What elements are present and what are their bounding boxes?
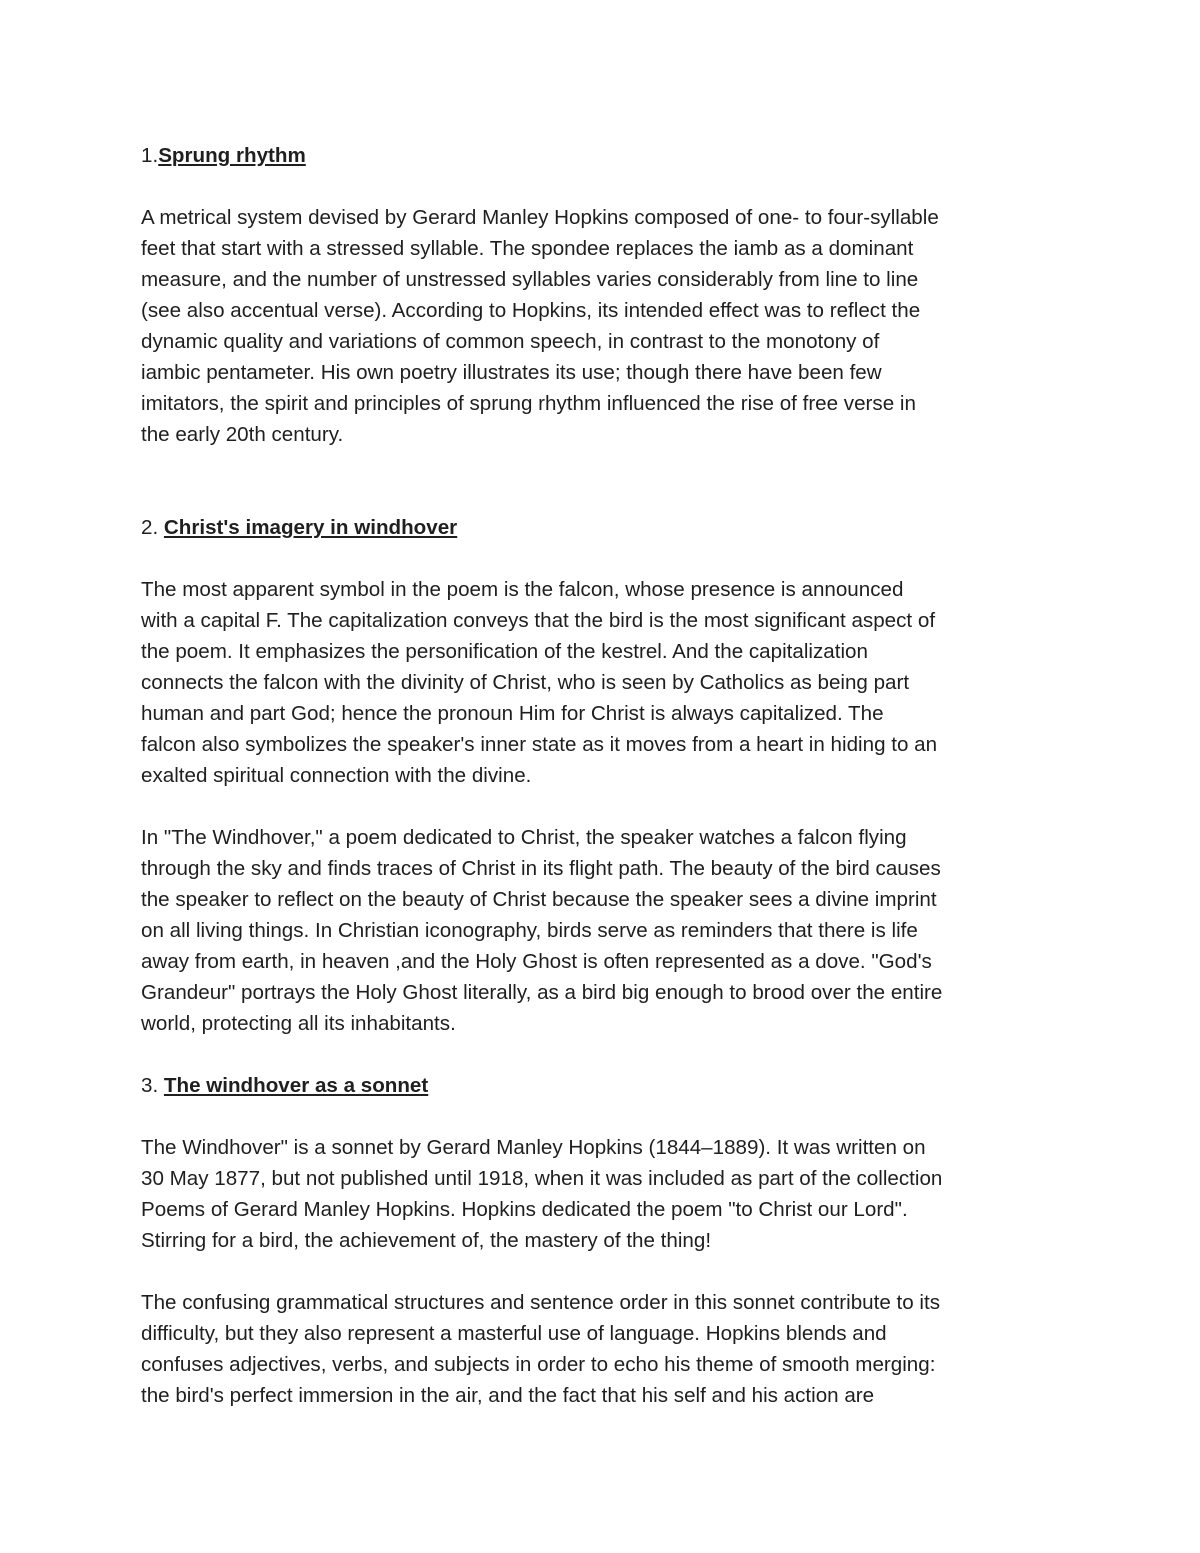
text-line: the speaker to reflect on the beauty of Christ because the speaker sees a divine imprint bbox=[141, 888, 937, 911]
section-3-paragraph-2 bbox=[141, 1287, 1071, 1411]
text-line: (see also accentual verse). According to Hopkins, its intended effect was to reflect the bbox=[141, 299, 921, 322]
text-line: Stirring for a bird, the achievement of, the mastery of the thing! bbox=[141, 1229, 712, 1252]
text-line: with a capital F. The capitalization conveys that the bird is the most significant aspect of bbox=[141, 609, 936, 632]
text-line: away from earth, in heaven ,and the Holy Ghost is often represented as a dove. "God's bbox=[141, 950, 932, 973]
section-3-title: The windhover as a sonnet bbox=[163, 1074, 429, 1097]
text-line: confuses adjectives, verbs, and subjects in order to echo his theme of smooth merging: bbox=[141, 1353, 936, 1376]
text-line: 30 May 1877, but not published until 1918, when it was included as part of the collection bbox=[141, 1167, 943, 1190]
text-line: A metrical system devised by Gerard Manley Hopkins composed of one- to four-syllable bbox=[141, 206, 939, 229]
section-2-heading bbox=[141, 512, 1071, 543]
section-3-heading bbox=[141, 1070, 1071, 1101]
text-line: on all living things. In Christian iconography, birds serve as reminders that there is life bbox=[141, 919, 918, 942]
text-line: falcon also symbolizes the speaker's inner state as it moves from a heart in hiding to an bbox=[141, 733, 938, 756]
section-2-number: 2. bbox=[141, 516, 164, 539]
text-line: The confusing grammatical structures and sentence order in this sonnet contribute to its bbox=[141, 1291, 940, 1314]
text-line: iambic pentameter. His own poetry illustrates its use; though there have been few bbox=[141, 361, 882, 384]
text-line: the poem. It emphasizes the personification of the kestrel. And the capitalization bbox=[141, 640, 868, 663]
text-line: measure, and the number of unstressed syllables varies considerably from line to line bbox=[141, 268, 919, 291]
section-2-paragraph-2 bbox=[141, 822, 1071, 1039]
section-1-paragraph-1 bbox=[141, 202, 1071, 450]
text-line: Grandeur" portrays the Holy Ghost literally, as a bird big enough to brood over the entire bbox=[141, 981, 943, 1004]
section-2-paragraph-1 bbox=[141, 574, 1071, 791]
section-1-heading bbox=[141, 140, 1071, 171]
document-body bbox=[141, 140, 1071, 1411]
text-line: The Windhover" is a sonnet by Gerard Manley Hopkins (1844–1889). It was written on bbox=[141, 1136, 926, 1159]
text-line: through the sky and finds traces of Christ in its flight path. The beauty of the bird causes bbox=[141, 857, 941, 880]
section-2-title: Christ's imagery in windhover bbox=[163, 516, 458, 539]
text-line: feet that start with a stressed syllable. The spondee replaces the iamb as a dominant bbox=[141, 237, 914, 260]
text-line: In "The Windhover," a poem dedicated to Christ, the speaker watches a falcon flying bbox=[141, 826, 907, 849]
text-line: human and part God; hence the pronoun Him for Christ is always capitalized. The bbox=[141, 702, 884, 725]
text-line: connects the falcon with the divinity of Christ, who is seen by Catholics as being part bbox=[141, 671, 910, 694]
section-3-paragraph-1 bbox=[141, 1132, 1071, 1256]
text-line: dynamic quality and variations of common speech, in contrast to the monotony of bbox=[141, 330, 880, 353]
text-line: world, protecting all its inhabitants. bbox=[141, 1012, 456, 1035]
text-line: exalted spiritual connection with the divine. bbox=[141, 764, 532, 787]
text-line: The most apparent symbol in the poem is the falcon, whose presence is announced bbox=[141, 578, 904, 601]
text-line: Poems of Gerard Manley Hopkins. Hopkins dedicated the poem "to Christ our Lord". bbox=[141, 1198, 908, 1221]
section-1-number: 1. bbox=[141, 144, 159, 167]
section-1-title: Sprung rhythm bbox=[158, 144, 306, 167]
text-line: difficulty, but they also represent a masterful use of language. Hopkins blends and bbox=[141, 1322, 887, 1345]
text-line: imitators, the spirit and principles of sprung rhythm influenced the rise of free verse in bbox=[141, 392, 916, 415]
text-line: the bird's perfect immersion in the air, and the fact that his self and his action are bbox=[141, 1384, 875, 1407]
text-line: the early 20th century. bbox=[141, 423, 344, 446]
section-3-number: 3. bbox=[141, 1074, 164, 1097]
